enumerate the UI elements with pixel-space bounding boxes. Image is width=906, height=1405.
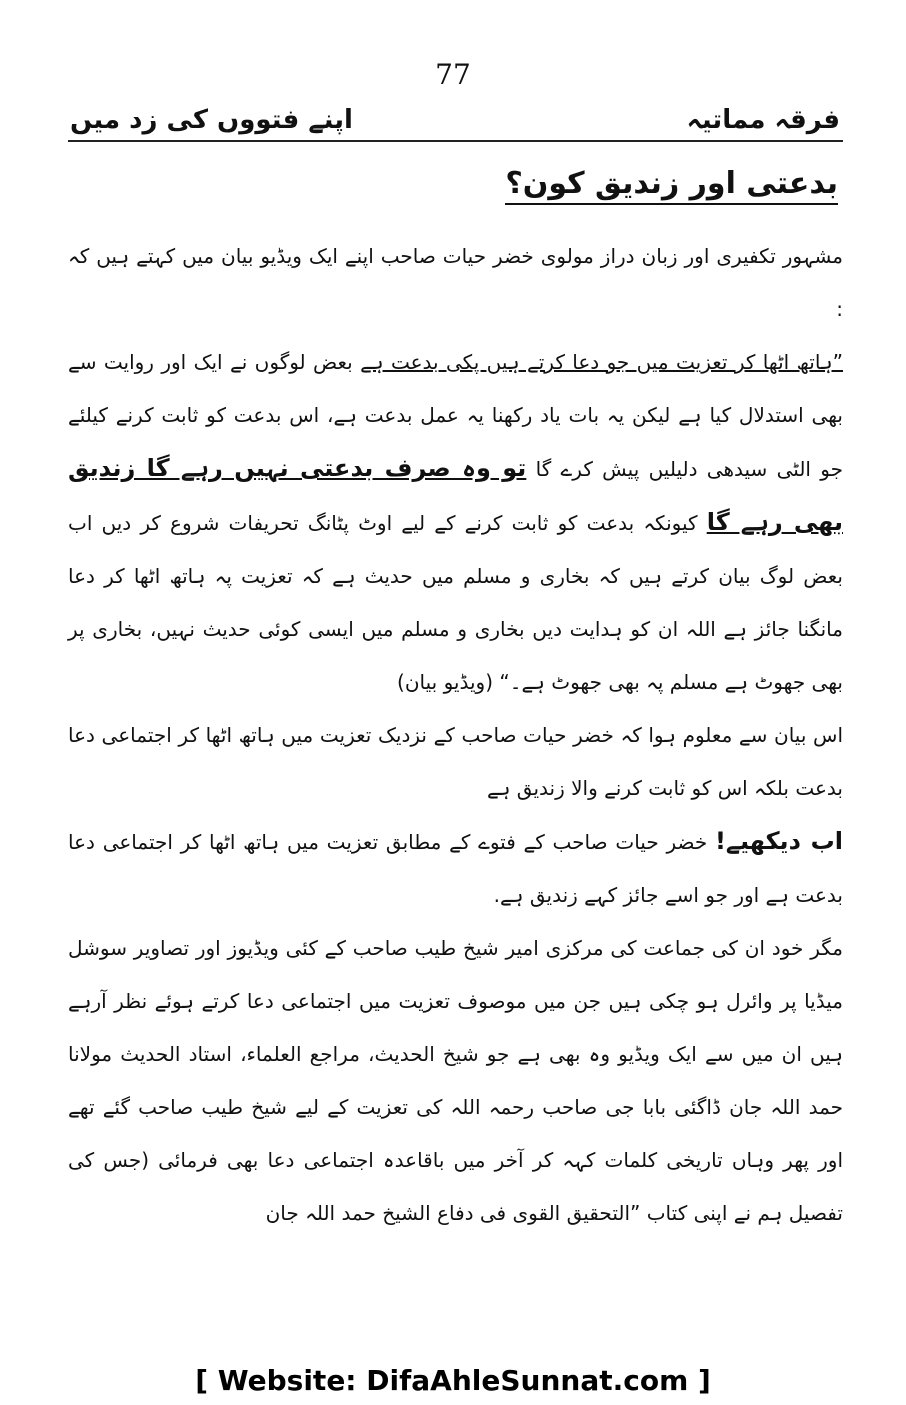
header-rule [68, 140, 843, 142]
quote-underlined-opening: ”ہاتھ اٹھا کر تعزیت میں جو دعا کرتے ہیں پکی بدعت ہے [360, 350, 843, 374]
quote-text: بعض لوگوں نے ایک اور روایت سے بھی استدلال کیا ہے لیکن یہ بات یاد رکھنا یہ عمل بدعت ہے، اس بدعت کو ثابت کرنے کیلئے جو الٹی سیدھی دلیلیں پیش کرے گا [68, 350, 843, 481]
paragraph-conclusion: اس بیان سے معلوم ہوا کہ خضر حیات صاحب کے نزدیک تعزیت میں ہاتھ اٹھا کر اجتماعی دعا بدعت بلکہ اس کو ثابت کرنے والا زندیق ہے [68, 723, 843, 800]
look-text: خضر حیات صاحب کے فتوے کے مطابق تعزیت میں ہاتھ اٹھا کر اجتماعی دعا بدعت ہے اور جو اسے جائز کہے زندیق ہے. [68, 830, 843, 907]
running-head [70, 100, 840, 140]
paragraph-intro: مشہور تکفیری اور زبان دراز مولوی خضر حیات صاحب اپنے ایک ویڈیو بیان میں کہتے ہیں کہ : [68, 244, 843, 321]
website-watermark: [ Website: DifaAhleSunnat.com ] [195, 1364, 711, 1397]
look-lead: اب دیکھیے! [714, 827, 843, 855]
quote-text-continued: کیونکہ بدعت کو ثابت کرنے کے لیے اوٹ پٹانگ تحریفات شروع کر دیں اب بعض لوگ بیان کرتے ہیں کہ بخاری و مسلم میں حدیث ہے کہ تعزیت پہ ہاتھ اٹھا کر دعا مانگنا جائز ہے اللہ ان کو ہدایت دیں بخاری و مسلم میں ایسی کوئی حدیث نہیں، بخاری پر بھی جھوٹ ہے مسلم پہ بھی جھوٹ ہے۔“ (ویڈیو بیان) [68, 511, 843, 694]
paragraph-quote [68, 336, 843, 709]
paragraph-evidence: مگر خود ان کی جماعت کی مرکزی امیر شیخ طیب صاحب کے کئی ویڈیوز اور تصاویر سوشل میڈیا پر وائرل ہو چکی ہیں جن میں موصوف تعزیت میں اجتماعی دعا کرتے ہوئے نظر آرہے ہیں ان میں سے ایک ویڈیو وہ بھی ہے جو شیخ الحدیث، مراجع العلماء، استاد الحدیث مولانا حمد اللہ جان ڈاگئی بابا جی صاحب رحمہ اللہ کی تعزیت کے لیے شیخ طیب صاحب گئے تھے اور پھر وہاں تاریخی کلمات کہہ کر آخر میں باقاعدہ اجتماعی دعا بھی فرمائی (جس کی تفصیل ہم نے اپنی کتاب ”التحقیق القوی فی دفاع الشیخ حمد اللہ جان [68, 936, 843, 1225]
paragraph-look [68, 815, 843, 922]
body-text [68, 230, 843, 1240]
quote-emphasis: تو وہ صرف بدعتی نہیں رہے گا زندیق بھی رہے گا [68, 454, 843, 536]
running-head-subtitle: اپنے فتووں کی زد میں [70, 105, 353, 135]
running-head-book-title: فرقہ مماتیہ [686, 105, 840, 135]
page-number: 77 [435, 58, 471, 91]
section-heading: بدعتی اور زندیق کون؟ [505, 166, 838, 205]
